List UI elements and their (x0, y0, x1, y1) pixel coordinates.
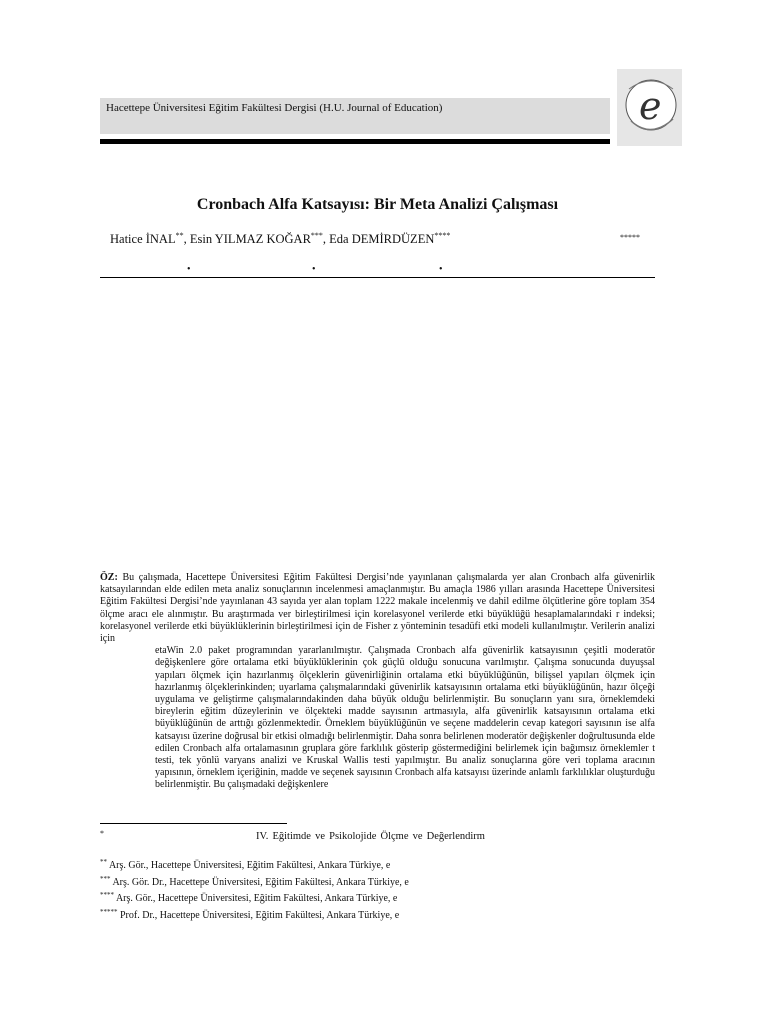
footnote-mark: *** (100, 874, 111, 883)
footnote-item (100, 856, 640, 873)
faculty-seal-logo-icon (617, 69, 682, 146)
journal-header-text: Hacettepe Üniversitesi Eğitim Fakültesi Dergisi (H.U. Journal of Education) (106, 102, 443, 114)
footnote-rule (100, 823, 287, 824)
footnote-text: Arş. Gör. Dr., Hacettepe Üniversitesi, Eğitim Fakültesi, Ankara Türkiye, e (110, 876, 409, 888)
footnote-text: Arş. Gör., Hacettepe Üniversitesi, Eğitim Fakültesi, Ankara Türkiye, e (107, 860, 391, 871)
author-sep: , (322, 232, 330, 246)
author-name: Esin YILMAZ KOĞAR (189, 232, 311, 246)
footnote-mark: **** (100, 891, 114, 899)
affiliation-footnotes (100, 856, 640, 922)
author-sep: , (183, 232, 190, 246)
affiliation-bullet: • (312, 264, 316, 275)
abstract-label: ÖZ: (100, 572, 118, 583)
footnote-item (100, 906, 640, 923)
author-extra-mark: ***** (620, 233, 640, 242)
author-rule (100, 277, 655, 278)
author-mark: *** (310, 231, 323, 240)
abstract-text: etaWin 2.0 paket programından yararlanılmıştır. Çalışmada Cronbach alfa güvenirlik katsayısının çeşitli moderatör değişkenlere göre ortalama etki büyüklüklerinin çok güçlü olduğu sonucuna varılmıştır. Çalışma sonucunda duyuşsal yapıları ölçmek için hazırlanmış ölçeklerin güvenirliğinin ortalama etki büyüklüğünün, bilişsel yapıları ölçmek için hazırlanmış ölçeklerinkinden; uyarlama çalışmalarındaki güvenirlik katsayısının ortalama etki büyüklüğünün, hazır ölçeği uygulama ve geliştirme çalışmalarındakinden daha büyük olduğu belirlenmiştir. Bu sonuçların yanı sıra, örneklemdeki bireylerin eğitim düzeylerinin ve ölçekteki madde sayısının artmasıyla, alfa güvenirlik katsayısının ortalama etki büyüklüğünün de arttığı gözlenmektedir. Örneklem büyüklüğünün ve seçene maddelerin cevap kategori sayısının ise alfa katsayısı üzerine doğrusal bir etkisi olmadığı belirlenmiştir. Daha sonra belirlenen moderatör değişkenler doğrultusunda elde edilen Cronbach alfa ortalamasının gruplara göre farklılık gösterip göstermediğini belirlemek için bağımsız örneklemler t testi, tek yönlü varyans analizi ve Kruskal Wallis testi yapılmıştır. Bu analiz sonuçlarına göre veri toplama aracının yapısının, örneklem içeriğinin, madde ve seçenek sayısının Cronbach alfa katsayısı üzerinde anlamlı farklılıklar oluşturduğu belirlenmiştir. Bu çalışmadaki değişkenlere (155, 645, 655, 791)
author-list (110, 231, 450, 247)
conference-footnote: IV. Eğitimde ve Psikolojide Ölçme ve Değerlendirm (256, 831, 485, 842)
footnote-mark: ***** (100, 907, 118, 916)
svg-text:e: e (639, 84, 662, 128)
author-mark: **** (434, 231, 451, 240)
footnote-item (100, 889, 640, 906)
header-rule (100, 139, 610, 144)
author-name: Eda DEMİRDÜZEN (329, 232, 435, 246)
footnote-mark: ** (100, 858, 107, 866)
footnote-text: Arş. Gör., Hacettepe Üniversitesi, Eğitim Fakültesi, Ankara Türkiye, e (114, 893, 398, 904)
footnote-item (100, 873, 640, 890)
affiliation-bullet: • (439, 264, 443, 275)
author-name: Hatice İNAL (110, 232, 176, 246)
journal-header (100, 98, 610, 134)
footnote-text: Prof. Dr., Hacettepe Üniversitesi, Eğitim Fakültesi, Ankara Türkiye, e (117, 909, 400, 921)
paper-title: Cronbach Alfa Katsayısı: Bir Meta Analizi Çalışması (196, 196, 559, 213)
affiliation-bullet: • (187, 264, 191, 275)
author-mark: ** (175, 231, 184, 240)
footnote-mark: * (100, 829, 104, 838)
abstract-text: Bu çalışmada, Hacettepe Üniversitesi Eğitim Fakültesi Dergisi’nde yayınlanan çalışmalarda yer alan Cronbach alfa güvenirlik katsayılarından elde edilen meta analiz sonuçlarının incelenmesi amaçlanmıştır. Bu amaçla 1986 yılları arasında Hacettepe Üniversitesi Eğitim Fakültesi Dergisi’nde yayınlanan 43 sayıda yer alan toplam 1222 makale incelenmiş ve dahil edilme ölçütlerine göre toplam 354 ölçme aracı ele alınmıştır. Bu araştırmada ver birleştirilmesi için korelasyonel verilerde etki büyüklüğü hesaplamalarındaki r indeksi; korelasyonel verilerde etki büyüklüklerinin birleştirilmesi için de Fisher z yönteminin tesadüfi etki modeli kullanılmıştır. Verilerin analizi için (100, 572, 656, 645)
abstract (100, 572, 655, 792)
